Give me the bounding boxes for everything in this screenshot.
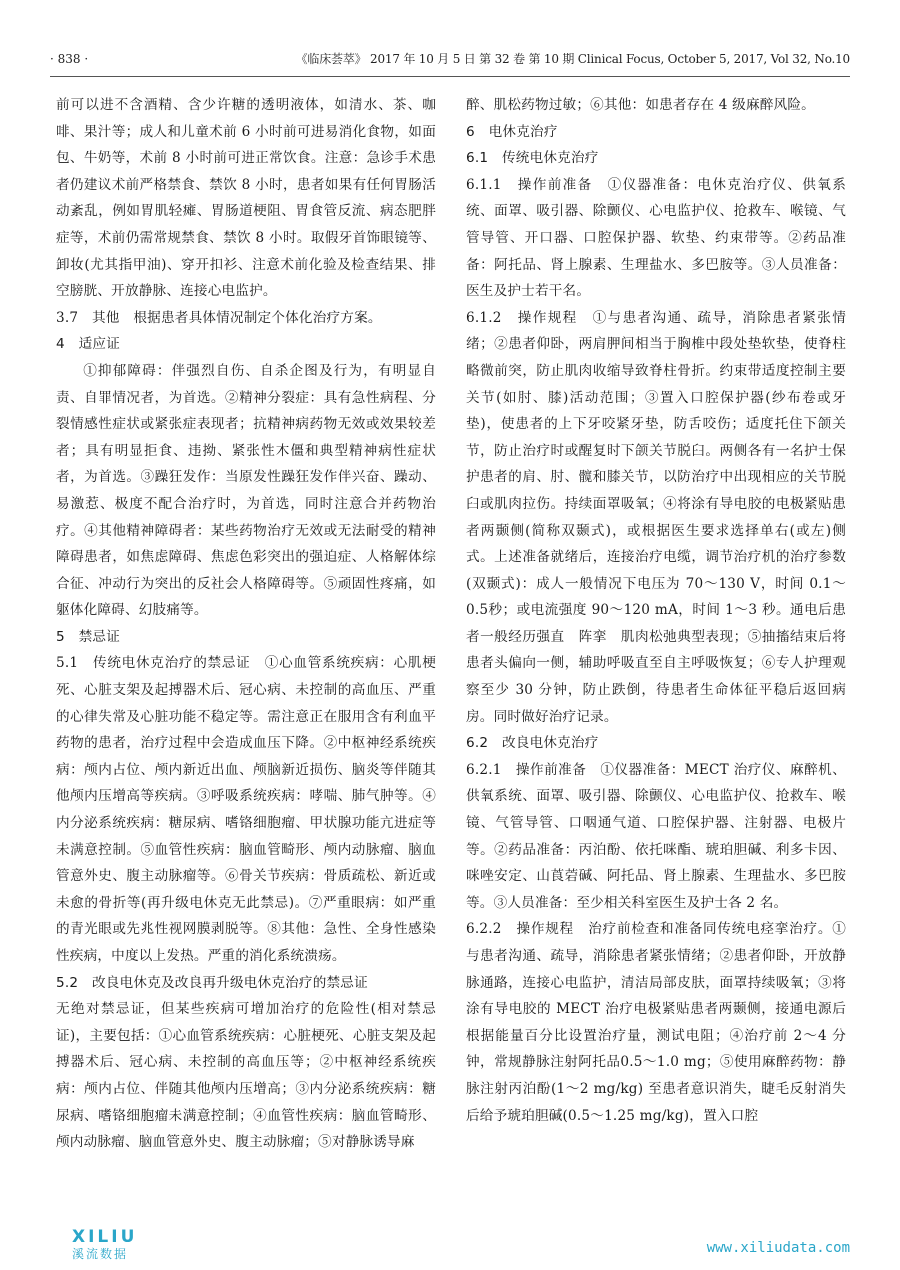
section-heading-contraindications: 5 禁忌证 xyxy=(56,628,121,645)
logo-text-en: XILIU xyxy=(72,1227,138,1247)
journal-citation: 《临床荟萃》 2017 年 10 月 5 日 第 32 卷 第 10 期 Clinical Focus, October 5, 2017, Vol 32, No.10 xyxy=(295,52,850,66)
left-column xyxy=(56,92,436,1156)
paragraph-contraindications-5-1: 5.1 传统电休克治疗的禁忌证 ①心血管系统疾病：心肌梗死、心脏支架及起搏器术后、冠心病、未控制的高血压、严重的心律失常及心脏功能不稳定等。需注意正在服用含有利血平药物的患者，治疗过程中会造成血压下降。②中枢神经系统疾病：颅内占位、颅内新近出血、颅脑新近损伤、脑炎等伴随其他颅内压增高等疾病。③呼吸系统疾病：哮喘、肺气肿等。④内分泌系统疾病：糖尿病、嗜铬细胞瘤、甲状腺功能亢进症等未满意控制。⑤血管性疾病：脑血管畸形、颅内动脉瘤、脑血管意外史、腹主动脉瘤等。⑥骨关节疾病：骨质疏松、新近或未愈的骨折等(再升级电休克无此禁忌)。⑦严重眼病：如严重的青光眼或先兆性视网膜剥脱等。⑧其他：急性、全身性感染性疾病，中度以上发热。严重的消化系统溃疡。 xyxy=(56,655,436,964)
section-heading-6-1: 6.1 传统电休克治疗 xyxy=(466,150,599,167)
paragraph-6-1-1: 6.1.1 操作前准备 ①仪器准备：电休克治疗仪、供氧系统、面罩、吸引器、除颤仪、心电监护仪、抢救车、喉镜、气管导管、开口器、口腔保护器、软垫、约束带等。②药品准备：阿托品、肾上腺素、生理盐水、多巴胺等。③人员准备：医生及护士若干名。 xyxy=(466,176,846,300)
section-heading-3-7: 3.7 其他 根据患者具体情况制定个体化治疗方案。 xyxy=(56,309,382,326)
paragraph-indications: ①抑郁障碍：伴强烈自伤、自杀企图及行为，有明显自责、自罪情况者，为首选。②精神分裂症：具有急性病程、分裂情感性症状或紧张症表现者；抗精神病药物无效或效果较差者；具有明显拒食、违拗、紧张性木僵和典型精神病性症状者，为首选。③躁狂发作：当原发性躁狂发作伴兴奋、躁动、易激惹、极度不配合治疗时，为首选，同时注意合并药物治疗。④其他精神障碍者：某些药物治疗无效或无法耐受的精神障碍患者，如焦虑障碍、焦虑色彩突出的强迫症、人格解体综合征、冲动行为突出的反社会人格障碍等。⑤顽固性疼痛，如躯体化障碍、幻肢痛等。 xyxy=(56,362,436,619)
watermark-url: www.xiliudata.com xyxy=(706,1240,850,1256)
paragraph-6-1-2: 6.1.2 操作规程 ①与患者沟通、疏导，消除患者紧张情绪；②患者仰卧，两肩胛间相当于胸椎中段处垫软垫，使脊柱略微前突，防止肌肉收缩导致脊柱骨折。约束带适度控制主要关节(如肘、膝)活动范围；③置入口腔保护器(纱布卷或牙垫)，使患者的上下牙咬紧牙垫，防舌咬伤；适度托住下颌关节，防止治疗时或醒复时下颌关节脱臼。两侧各有一名护士保护患者的肩、肘、髋和膝关节，以防治疗中出现相应的关节脱臼或肌肉拉伤。持续面罩吸氧；④将涂有导电胶的电极紧贴患者两颞侧(简称双颞式)，或根据医生要求选择单右(或左)侧式。上述准备就绪后，连接治疗电缆，调节治疗机的治疗参数(双颞式)：成人一般情况下电压为 70～130 V，时间 0.1～0.5秒；或电流强度 90～120 mA，时间 1～3 秒。通电后患者一般经历强直 阵挛 肌肉松弛典型表现；⑤抽搐结束后将患者头偏向一侧，辅助呼吸直至自主呼吸恢复；⑥专人护理观察至少 30 分钟，防止跌倒，待患者生命体征平稳后返回病房。同时做好治疗记录。 xyxy=(466,309,846,725)
running-header xyxy=(50,48,850,70)
section-heading-ect: 6 电休克治疗 xyxy=(466,123,558,140)
section-heading-5-2: 5.2 改良电休克及改良再升级电休克治疗的禁忌证 xyxy=(56,974,368,991)
paragraph-contraindications-5-2: 无绝对禁忌证，但某些疾病可增加治疗的危险性(相对禁忌证)，主要包括：①心血管系统疾病：心脏梗死、心脏支架及起搏器术后、冠心病、未控制的高血压等；②中枢神经系统疾病：颅内占位、伴随其他颅内压增高；③内分泌系统疾病：糖尿病、嗜铬细胞瘤未满意控制；④血管性疾病：脑血管畸形、颅内动脉瘤、脑血管意外史、腹主动脉瘤；⑤对静脉诱导麻 xyxy=(56,1001,436,1151)
watermark-logo xyxy=(72,1228,182,1264)
paragraph-continued: 醉、肌松药物过敏；⑥其他：如患者存在 4 级麻醉风险。 xyxy=(466,97,815,113)
paragraph-6-2-1: 6.2.1 操作前准备 ①仪器准备：MECT 治疗仪、麻醉机、供氧系统、面罩、吸引器、除颤仪、心电监护仪、抢救车、喉镜、气管导管、口咽通气道、口腔保护器、注射器、电极片等。②药品准备：丙泊酚、依托咪酯、琥珀胆碱、利多卡因、咪唑安定、山莨菪碱、阿托品、肾上腺素、生理盐水、多巴胺等。③人员准备：至少相关科室医生及护士各 2 名。 xyxy=(466,761,846,911)
right-column xyxy=(466,92,846,1129)
header-rule xyxy=(50,76,850,77)
paragraph-preop-fasting: 前可以进不含酒精、含少许糖的透明液体，如清水、茶、咖啡、果汁等；成人和儿童术前 6 小时前可进易消化食物，如面包、牛奶等，术前 8 小时前可进正常饮食。注意：急诊手术患者仍建议术前严格禁食、禁饮 8 小时，患者如果有任何胃肠活动紊乱，例如胃肌轻瘫、胃肠道梗阻、胃食管反流、病态肥胖症等，术前仍需常规禁食、禁饮 8 小时。取假牙首饰眼镜等、卸妆(尤其指甲油)、穿开扣衫、注意术前化验及检查结果、排空膀胱、开放静脉、连接心电监护。 xyxy=(56,97,436,300)
section-heading-6-2: 6.2 改良电休克治疗 xyxy=(466,735,599,752)
section-heading-indications: 4 适应证 xyxy=(56,336,121,353)
logo-text-cn: 溪流数据 xyxy=(72,1247,129,1261)
page-number: · 838 · xyxy=(50,52,89,66)
paragraph-6-2-2: 6.2.2 操作规程 治疗前检查和准备同传统电痉挛治疗。①与患者沟通、疏导，消除患者紧张情绪；②患者仰卧，开放静脉通路，连接心电监护，清洁局部皮肤，面罩持续吸氧；③将涂有导电胶的 MECT 治疗电极紧贴患者两颞侧，接通电源后根据能量百分比设置治疗量，测试电阻；④治疗前 2～4 分钟，常规静脉注射阿托品0.5～1.0 mg；⑤使用麻醉药物：静脉注射丙泊酚(1～2 mg/kg) 至患者意识消失，睫毛反射消失后给予琥珀胆碱(0.5～1.25 mg/kg)，置入口腔 xyxy=(466,921,846,1124)
